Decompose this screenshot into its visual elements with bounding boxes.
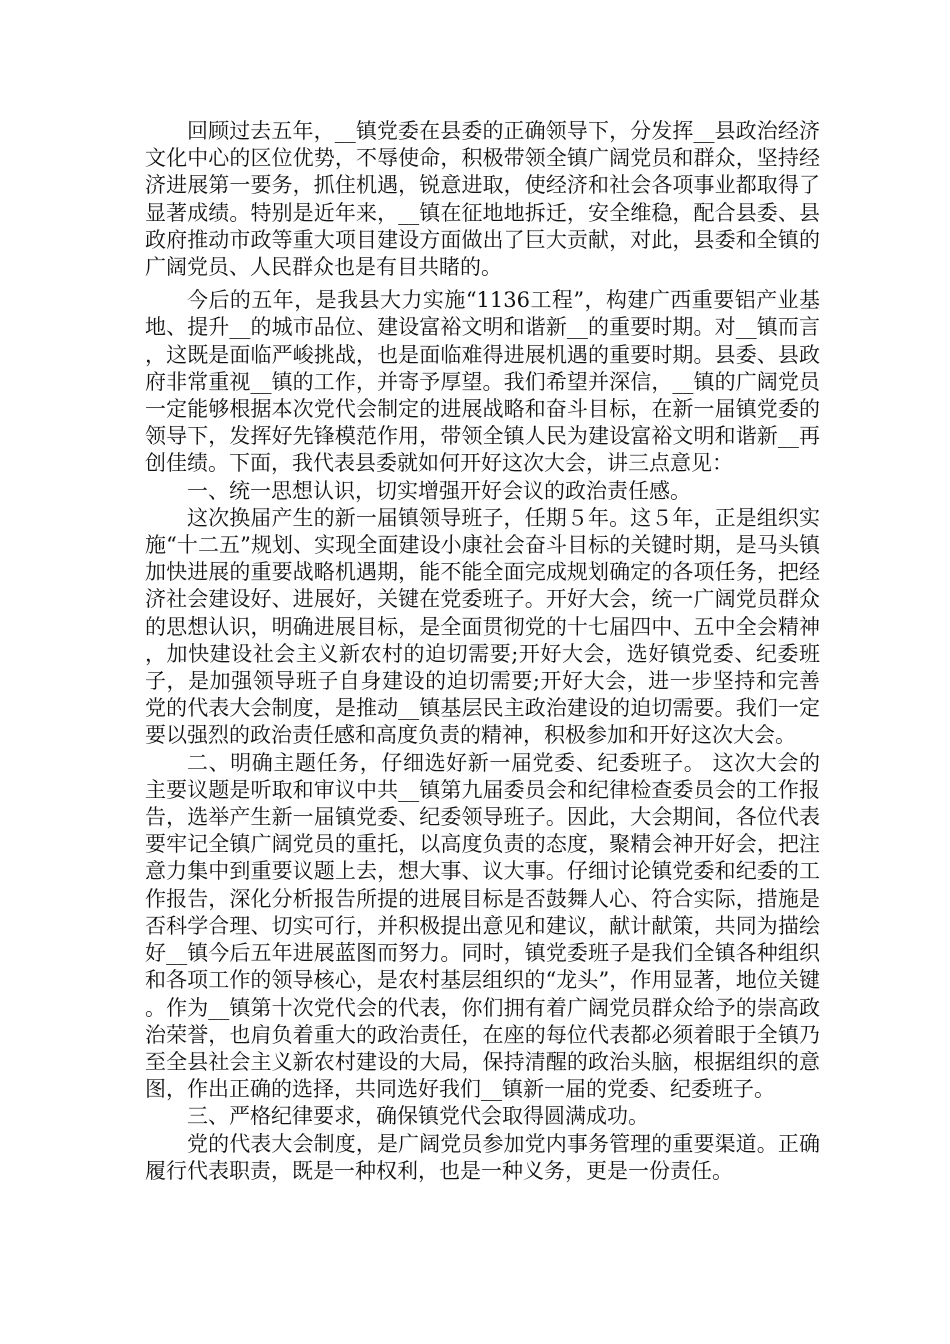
heading-point-three: 三、严格纪律要求，确保镇党代会取得圆满成功。 — [187, 1104, 649, 1129]
document-body — [145, 118, 820, 1185]
paragraph-point-two: 二、明确主题任务，仔细选好新一届党委、纪委班子。 这次大会的主要议题是听取和审议中共__镇第九届委员会和纪律检查委员会的工作报告，选举产生新一届镇党委、纪委领导班子。因此，大会期间，各位代表要牢记全镇广阔党员的重托，以高度负责的态度，聚精会神开好会，把注意力集中到重要议题上去，想大事、议大事。仔细讨论镇党委和纪委的工作报告，深化分析报告所提的进展目标是否鼓舞人心、符合实际，措施是否科学合理、切实可行，并积极提出意见和建议，献计献策，共同为描绘好__镇今后五年进展蓝图而努力。同时，镇党委班子是我们全镇各种组织和各项工作的领导核心，是农村基层组织的“龙头”，作用显著，地位关键。作为__镇第十次党代会的代表，你们拥有着广阔党员群众给予的崇高政治荣誉，也肩负着重大的政治责任，在座的每位代表都必须着眼于全镇乃至全县社会主义新农村建设的大局，保持清醒的政治头脑，根据组织的意图，作出正确的选择，共同选好我们__镇新一届的党委、纪委班子。 — [145, 750, 820, 1102]
paragraph-point-one: 这次换届产生的新一届镇领导班子，任期５年。这５年，正是组织实施“十二五”规划、实现全面建设小康社会奋斗目标的关键时期，是马头镇加快进展的重要战略机遇期，能不能全面完成规划确定的各项任务，把经济社会建设好、进展好，关键在党委班子。开好大会，统一广阔党员群众的思想认识，明确进展目标，是全面贯彻党的十七届四中、五中全会精神，加快建设社会主义新农村的迫切需要;开好大会，选好镇党委、纪委班子，是加强领导班子自身建设的迫切需要;开好大会，进一步坚持和完善党的代表大会制度，是推动__镇基层民主政治建设的迫切需要。我们一定要以强烈的政治责任感和高度负责的精神，积极参加和开好这次大会。 — [145, 505, 820, 748]
heading-point-one: 一、统一思想认识，切实增强开好会议的政治责任感。 — [187, 478, 691, 503]
paragraph-review-five-years: 回顾过去五年，__镇党委在县委的正确领导下，分发挥__县政治经济文化中心的区位优势，不辱使命，积极带领全镇广阔党员和群众，坚持经济进展第一要务，抓住机遇，锐意进取，使经济和社会各项事业都取得了显著成绩。特别是近年来，__镇在征地地拆迁，安全维稳，配合县委、县政府推动市政等重大项目建设方面做出了巨大贡献，对此，县委和全镇的广阔党员、人民群众也是有目共睹的。 — [145, 119, 820, 280]
paragraph-point-three: 党的代表大会制度，是广阔党员参加党内事务管理的重要渠道。正确履行代表职责，既是一种权利，也是一种义务，更是一份责任。 — [145, 1131, 820, 1183]
paragraph-next-five-years: 今后的五年，是我县大力实施“1136工程”，构建广西重要铝产业基地、提升__的城市品位、建设富裕文明和谐新__的重要时期。对__镇而言，这既是面临严峻挑战，也是面临难得进展机遇的重要时期。县委、县政府非常重视__镇的工作，并寄予厚望。我们希望并深信，__镇的广阔党员一定能够根据本次党代会制定的进展战略和奋斗目标，在新一届镇党委的领导下，发挥好先锋模范作用，带领全镇人民为建设富裕文明和谐新__再创佳绩。下面，我代表县委就如何开好这次大会，讲三点意见： — [145, 288, 820, 476]
